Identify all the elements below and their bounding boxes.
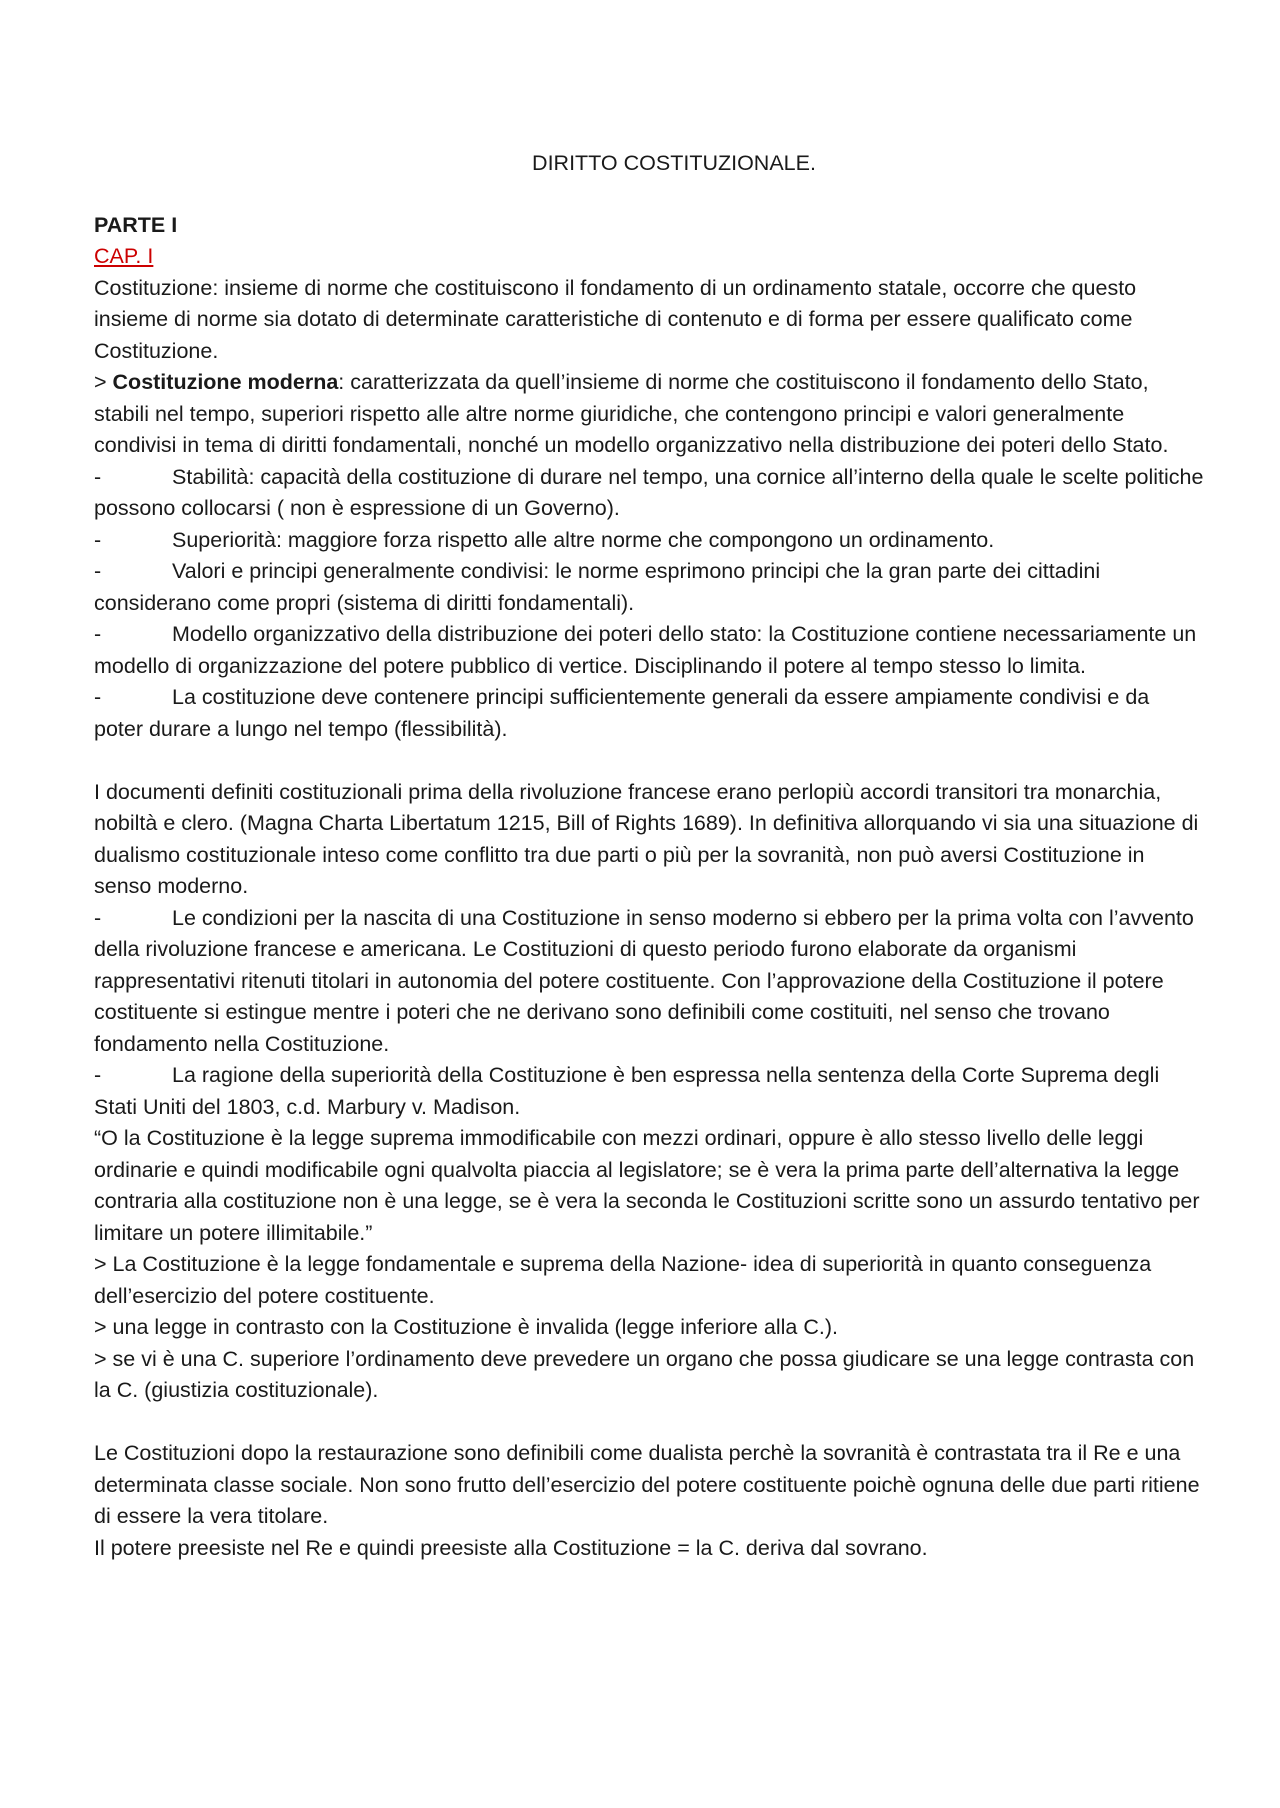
arrow-prefix: > [94, 370, 113, 394]
list-item [94, 556, 1204, 619]
marbury-quote: “O la Costituzione è la legge suprema immodificabile con mezzi ordinari, oppure è allo stesso livello delle leggi ordinarie e quindi modificabile ogni qualvolta piaccia al legislatore; se è vera la prima parte dell’alternativa la legge contraria alla costituzione non è una legge, se è vera la seconda le Costituzioni scritte sono un assurdo tentativo per limitare un potere illimitabile.” [94, 1126, 1200, 1245]
dash-marker: - [94, 685, 102, 709]
list-item-text: La costituzione deve contenere principi sufficientemente generali da essere ampiamente condivisi e da poter durare a lungo nel tempo (flessibilità). [94, 685, 1150, 741]
list-item-text: Stabilità: capacità della costituzione di durare nel tempo, una cornice all’interno della quale le scelte politiche possono collocarsi ( non è espressione di un Governo). [94, 464, 1204, 520]
point-item: > La Costituzione è la legge fondamentale e suprema della Nazione- idea di superiorità in quanto conseguenza dell’esercizio del potere costituente. [94, 1252, 1152, 1308]
list-item [94, 682, 1204, 745]
list-item [94, 525, 1204, 557]
restoration-paragraph: Le Costituzioni dopo la restaurazione sono definibili come dualista perchè la sovranità è contrastata tra il Re e una determinata classe sociale. Non sono frutto dell’esercizio del potere costituente poichè ognuna delle due parti ritiene di essere la vera titolare. [94, 1441, 1200, 1528]
chapter-heading: CAP. I [94, 244, 154, 268]
dash-marker: - [94, 527, 102, 552]
list-item [94, 619, 1204, 682]
list-item-text: Le condizioni per la nascita di una Costituzione in senso moderno si ebbero per la prima volta con l’avvento della rivoluzione francese e americana. Le Costituzioni di questo periodo furono elaborate da organismi rappresentativi ritenuti titolari in autonomia del potere costituente. Con l’approvazione della Costituzione il potere costituente si estingue mentre i poteri che ne derivano sono definibili come costituiti, nel senso che trovano fondamento nella Costituzione. [94, 905, 1194, 1056]
document-page [94, 148, 1204, 1564]
document-title: DIRITTO COSTITUZIONALE. [532, 151, 816, 175]
list-item-text: Valori e principi generalmente condivisi: le norme esprimono principi che la gran parte dei cittadini considerano come propri (sistema di diritti fondamentali). [94, 559, 1101, 615]
list-item-text: Superiorità: maggiore forza rispetto alle altre norme che compongono un ordinamento. [172, 527, 995, 552]
pre-revolution-paragraph: I documenti definiti costituzionali prima della rivoluzione francese erano perlopiù accordi transitori tra monarchia, nobiltà e clero. (Magna Charta Libertatum 1215, Bill of Rights 1689). In definitiva allorquando vi sia una situazione di dualismo costituzionale inteso come conflitto tra due parti o più per la sovranità, non può aversi Costituzione in senso moderno. [94, 779, 1199, 898]
paragraph-spacer [94, 745, 1204, 777]
modern-constitution-paragraph [94, 367, 1204, 462]
list-item-text: La ragione della superiorità della Costituzione è ben espressa nella sentenza della Corte Suprema degli Stati Uniti del 1803, c.d. Marbury v. Madison. [94, 1063, 1160, 1119]
part-heading: PARTE I [94, 212, 178, 237]
dash-marker: - [94, 905, 102, 930]
list-item [94, 1060, 1204, 1123]
list-item-text: Modello organizzativo della distribuzione dei poteri dello stato: la Costituzione contiene necessariamente un modello di organizzazione del potere pubblico di vertice. Disciplinando il potere al tempo stesso lo limita. [94, 622, 1197, 678]
list-item [94, 903, 1204, 1061]
dash-marker: - [94, 559, 102, 583]
paragraph-spacer [94, 1407, 1204, 1439]
point-item: > una legge in contrasto con la Costituzione è invalida (legge inferiore alla C.). [94, 1315, 838, 1339]
dash-marker: - [94, 622, 102, 646]
sovereign-paragraph: Il potere preesiste nel Re e quindi preesiste alla Costituzione = la C. deriva dal sovrano. [94, 1535, 928, 1560]
modern-constitution-text: : caratterizzata da quell’insieme di norme che costituiscono il fondamento dello Stato, stabili nel tempo, superiori rispetto alle altre norme giuridiche, che contengono principi e valori generalmente condivisi in tema di diritti fondamentali, nonché un modello organizzativo nella distribuzione dei poteri dello Stato. [94, 370, 1169, 457]
dash-marker: - [94, 464, 102, 489]
intro-paragraph: Costituzione: insieme di norme che costituiscono il fondamento di un ordinamento statale, occorre che questo insieme di norme sia dotato di determinate caratteristiche di contenuto e di forma per essere qualificato come Costituzione. [94, 275, 1137, 363]
point-item: > se vi è una C. superiore l’ordinamento deve prevedere un organo che possa giudicare se una legge contrasta con la C. (giustizia costituzionale). [94, 1346, 1195, 1402]
list-item [94, 462, 1204, 525]
dash-marker: - [94, 1063, 102, 1087]
modern-constitution-term: Costituzione moderna [112, 370, 339, 394]
